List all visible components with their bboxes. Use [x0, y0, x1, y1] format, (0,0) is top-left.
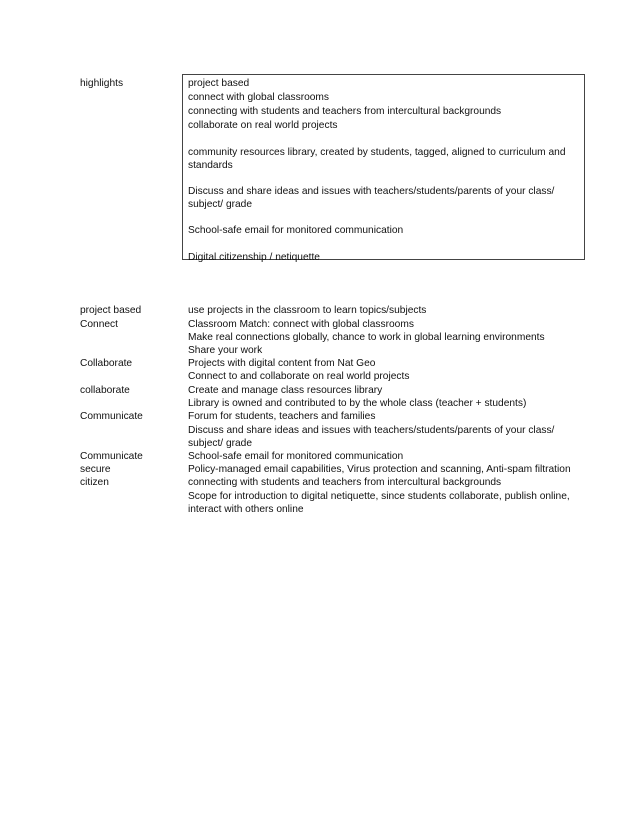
highlight-line: standards — [188, 160, 233, 171]
feature-line: Make real connections globally, chance to work in global learning environments — [188, 332, 545, 343]
feature-line: Create and manage class resources library — [188, 385, 383, 396]
feature-label: citizen — [80, 477, 109, 488]
highlight-line: project based — [188, 78, 250, 89]
feature-line: Projects with digital content from Nat Geo — [188, 358, 376, 369]
feature-label: Collaborate — [80, 358, 133, 369]
highlights-box — [182, 74, 585, 263]
feature-label: collaborate — [80, 385, 130, 396]
highlights-label: highlights — [80, 78, 124, 89]
highlight-line: connecting with students and teachers from intercultural backgrounds — [188, 106, 502, 117]
feature-line: Discuss and share ideas and issues with teachers/students/parents of your class/ — [188, 425, 555, 436]
feature-line: use projects in the classroom to learn topics/subjects — [188, 305, 427, 316]
feature-line: interact with others online — [188, 504, 304, 515]
feature-line: Connect to and collaborate on real world projects — [188, 371, 410, 382]
feature-line: Share your work — [188, 345, 263, 356]
highlight-line: Digital citizenship / netiquette — [188, 252, 320, 263]
feature-line: subject/ grade — [188, 438, 252, 449]
feature-label: Connect — [80, 319, 118, 330]
feature-line: connecting with students and teachers from intercultural backgrounds — [188, 477, 502, 488]
feature-line: School-safe email for monitored communication — [188, 451, 404, 462]
feature-label: Communicate — [80, 451, 143, 462]
feature-line: Library is owned and contributed to by the whole class (teacher + students) — [188, 398, 527, 409]
feature-line: Policy-managed email capabilities, Virus protection and scanning, Anti-spam filtration — [188, 464, 571, 475]
highlight-line: Discuss and share ideas and issues with teachers/students/parents of your class/ — [188, 186, 555, 197]
highlight-line: collaborate on real world projects — [188, 120, 338, 131]
highlight-line: subject/ grade — [188, 199, 252, 210]
feature-label: Communicate — [80, 411, 143, 422]
highlight-line: connect with global classrooms — [188, 92, 329, 103]
feature-label: project based — [80, 305, 142, 316]
highlight-line: community resources library, created by students, tagged, aligned to curriculum and — [188, 147, 566, 158]
feature-label: secure — [80, 464, 111, 475]
feature-line: Scope for introduction to digital netiquette, since students collaborate, publish online, — [188, 491, 570, 502]
feature-line: Classroom Match: connect with global classrooms — [188, 319, 414, 330]
feature-line: Forum for students, teachers and families — [188, 411, 376, 422]
highlight-line: School-safe email for monitored communication — [188, 225, 404, 236]
